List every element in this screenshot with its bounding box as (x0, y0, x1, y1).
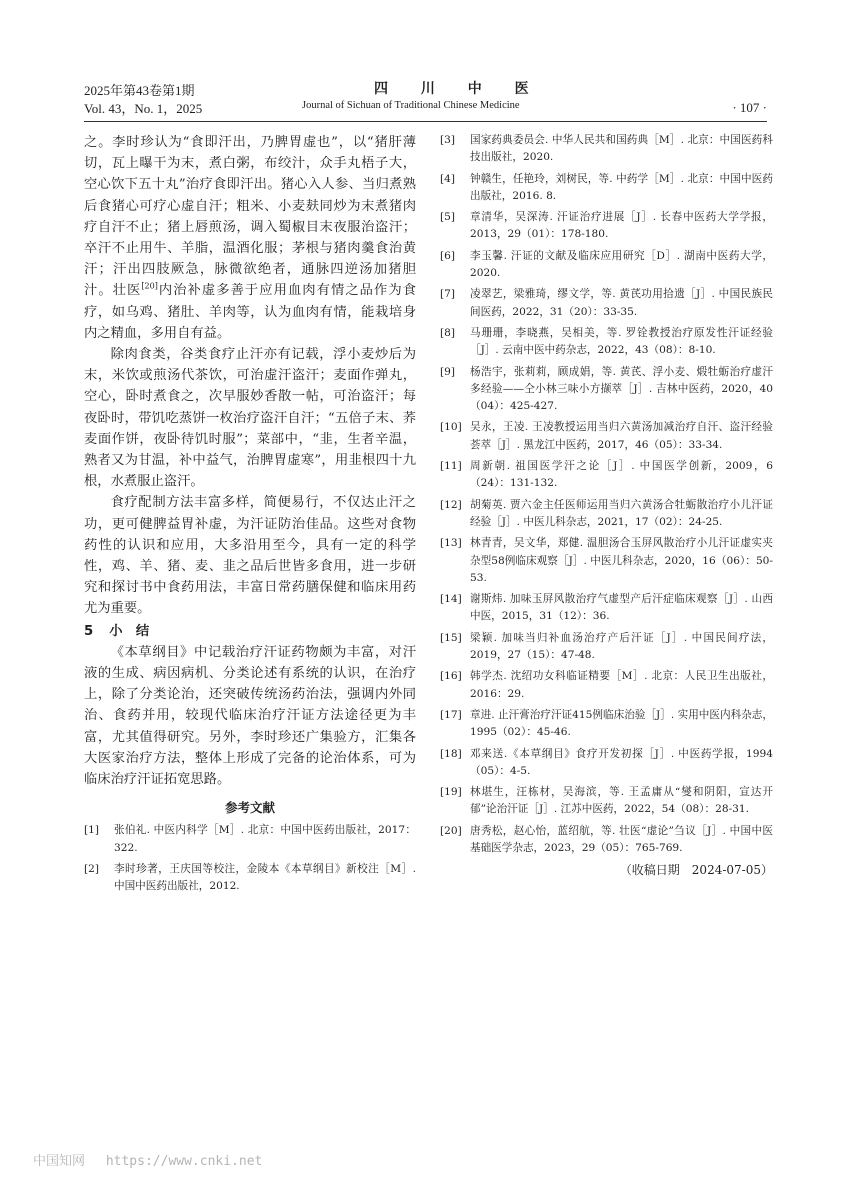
reference-item (440, 419, 773, 454)
reference-number: [7] (440, 288, 456, 301)
reference-item (440, 746, 773, 781)
reference-item (440, 707, 773, 742)
reference-text: 钟赣生，任艳玲，刘树民，等. 中药学［M］. 北京：中国中医药出版社，2016. 8. (470, 172, 773, 202)
reference-number: [9] (440, 365, 456, 378)
reference-item (440, 132, 773, 167)
reference-text: 胡菊英. 贾六金主任医师运用当归六黄汤合牡蛎散治疗小儿汗证经验［J］. 中医儿科杂志，2021，17（02）：24-25. (470, 498, 773, 528)
reference-number: [10] (440, 421, 462, 434)
reference-text: 邓来送.《本草纲目》食疗开发初探［J］. 中医药学报，1994（05）：4-5. (470, 747, 773, 777)
reference-number: [15] (440, 631, 462, 644)
reference-text: 梁颖. 加味当归补血汤治疗产后汗证［J］. 中国民间疗法，2019，27（15）：47-48. (470, 631, 773, 662)
reference-item (440, 286, 773, 321)
reference-item (440, 209, 773, 244)
header-rule (84, 121, 767, 122)
reference-item (440, 823, 773, 858)
reference-text: 林青青，吴文华，郑健. 温胆汤合玉屏风散治疗小儿汗证虚实夹杂型58例临床观察［J］. 中医儿科杂志，2020，16（06）：50-53. (470, 537, 773, 584)
reference-number: [18] (440, 747, 462, 760)
reference-item (440, 630, 773, 665)
reference-number: [19] (440, 786, 462, 799)
reference-text: 韩学杰. 沈绍功女科临证精要［M］. 北京：人民卫生出版社，2016：29. (470, 670, 773, 700)
reference-item (440, 591, 773, 626)
reference-item (440, 458, 773, 493)
reference-item (440, 535, 773, 587)
reference-text: 张伯礼. 中医内科学［M］. 北京：中国中医药出版社，2017：322. (114, 824, 416, 854)
reference-number: [8] (440, 326, 456, 339)
reference-text: 吴永，王凌. 王凌教授运用当归六黄汤加减治疗自汗、盗汗经验荟萃［J］. 黑龙江中医药，2017，46（05）：33-34. (470, 421, 773, 451)
reference-text: 李玉馨. 汗证的文献及临床应用研究［D］. 湖南中医药大学，2020. (470, 249, 773, 280)
reference-text: 唐秀松，赵心怡，蓝绍航，等. 壮医“虚论”刍议［J］. 中国中医基础医学杂志，2023，29（05）：765-769. (470, 824, 773, 854)
body-paragraph: 《本草纲目》中记载治疗汗证药物颇为丰富，对汗液的生成、病因病机、分类论述有系统的认识，在治疗上，除了分类论治，还突破传统汤药治法，强调内外同治、食药并用，较现代临床治疗汗证方法途径更为丰富，尤其值得研究。另外，李时珍还广集验方，汇集各大医家治疗方法，整体上形成了完备的论治体系，可为临床治疗汗证拓宽思路。 (84, 644, 416, 788)
reference-item (440, 668, 773, 703)
reference-text: 凌翠艺，梁雅琦，缪文学，等. 黄芪功用拾遗［J］. 中国民族民间医药，2022，31（20）：33-35. (470, 288, 773, 318)
reference-item (440, 171, 773, 206)
reference-text: 章清华，吴深涛. 汗证治疗进展［J］. 长春中医药大学学报，2013，29（01）：178-180. (470, 211, 773, 241)
body-paragraph: 食疗配制方法丰富多样，简便易行，不仅达止汗之功，更可健脾益胃补虚，为汗证防治佳品。这些对食物药性的认识和应用，大多沿用至今，具有一定的科学性，鸡、羊、猪、麦、韭之品后世皆多食用，进一步研究和探讨书中食药用法，丰富日常药膳保健和临床用药尤为重要。 (84, 495, 416, 617)
issue-label: 2025年第43卷第1期 (84, 83, 195, 98)
body-paragraph (84, 132, 416, 344)
section-number: 5 (84, 623, 94, 639)
reference-number: [17] (440, 708, 462, 721)
reference-number: [2] (84, 862, 100, 875)
section-heading (84, 621, 416, 642)
body-paragraph: 除肉食类，谷类食疗止汗亦有记载，浮小麦炒后为末，米饮或煎汤代茶饮，可治虚汗盗汗；麦面作弹丸，空心，卧时煮食之，次早服妙香散一帖，可治盗汗；每夜卧时，带饥吃蒸饼一枚治疗盗汗自汗；“五倍子末、荞麦面作饼，夜卧待饥时服”；菜部中，“韭，生者辛温，熟者又为甘温，补中益气，治脾胃虚寒”，用韭根四十九根，水煮服止盗汗。 (84, 347, 416, 490)
page-header (84, 78, 767, 122)
right-column (440, 132, 773, 878)
references-title: 参考文献 (224, 800, 275, 816)
received-date: （收稿日期 2024-07-05） (619, 863, 773, 878)
reference-text: 国家药典委员会. 中华人民共和国药典［M］. 北京：中国医药科技出版社，2020. (470, 134, 773, 164)
page-number: · 107 · (732, 100, 767, 115)
paragraph-text: 之。李时珍认为“食即汗出，乃脾胃虚也”，以“猪肝薄切，瓦上曝干为末，煮白粥，布绞汁，众手丸梧子大，空心饮下五十丸”治疗食即汗出。猪心入人参、当归煮熟后食猪心可疗心虚自汗；粗米、小麦麸同炒为末煮猪肉疗自汗不止；猪上唇煎汤，调入蜀椒目末夜服治盗汗；卒汗不止用牛、羊脂，温酒化服；茅根与猪肉羹食治黄汗；汗出四肢厥急，脉微欲绝者，通脉四逆汤加猪胆汁。壮医 (84, 135, 416, 299)
reference-list (84, 822, 416, 895)
reference-number: [1] (84, 824, 100, 837)
reference-number: [5] (440, 211, 456, 224)
reference-number: [14] (440, 593, 462, 606)
reference-number: [4] (440, 172, 456, 185)
reference-text: 章进. 止汗膏治疗汗证415例临床治验［J］. 实用中医内科杂志，1995（02）：45-46. (470, 708, 773, 739)
reference-number: [11] (440, 460, 462, 473)
reference-number: [13] (440, 537, 462, 550)
reference-list (440, 132, 773, 857)
citation-superscript: [20] (141, 282, 158, 291)
reference-number: [3] (440, 134, 456, 146)
reference-number: [6] (440, 249, 456, 262)
reference-item (440, 248, 773, 283)
reference-text: 周新朝. 祖国医学汗之论［J］. 中国医学创新，2009，6（24）：131-132. (470, 460, 773, 490)
reference-item (440, 364, 773, 416)
reference-text: 李时珍著，王庆国等校注，金陵本《本草纲目》新校注［M］. 中国中医药出版社，2012. (114, 862, 416, 893)
reference-item (84, 822, 416, 857)
reference-item (440, 497, 773, 532)
reference-text: 马珊珊，李晓燕，吴相美，等. 罗铨教授治疗原发性汗证经验［J］. 云南中医中药杂志，2022，43（08）：8-10. (470, 326, 773, 357)
left-column (84, 132, 416, 899)
reference-item (440, 784, 773, 819)
reference-item (440, 325, 773, 360)
reference-number: [16] (440, 670, 462, 683)
journal-title: 四 川 中 医 (374, 81, 543, 97)
journal-title-en: Journal of Sichuan of Traditional Chinese Medicine (302, 100, 520, 111)
section-title: 小 结 (109, 623, 150, 639)
paragraph-text: 内治补虚多善于应用血肉有情之品作为食疗，如乌鸡、猪肚、羊肉等，认为血肉有情，能栽培身内之精血，多用自有益。 (84, 283, 417, 341)
watermark-footer: 中国知网 https://www.cnki.net (33, 1154, 263, 1169)
reference-item (84, 861, 416, 896)
reference-text: 林堪生，汪栋材，吴海滨，等. 王孟庸从“燮和阴阳，宣达开郁”论治汗证［J］. 江苏中医药，2022，54（08）：28-31. (470, 786, 773, 816)
reference-number: [12] (440, 498, 462, 511)
reference-text: 谢斯炜. 加味玉屏风散治疗气虚型产后汗症临床观察［J］. 山西中医，2015，31（12）：36. (470, 593, 773, 623)
reference-text: 杨浩宇，张莉莉，顾成娟，等. 黄芪、浮小麦、煅牡蛎治疗虚汗多经验——仝小林三味小方撷萃［J］. 吉林中医药，2020，40（04）：425-427. (470, 365, 773, 413)
volume-label: Vol. 43，No. 1，2025 (84, 101, 203, 116)
reference-number: [20] (440, 824, 462, 837)
